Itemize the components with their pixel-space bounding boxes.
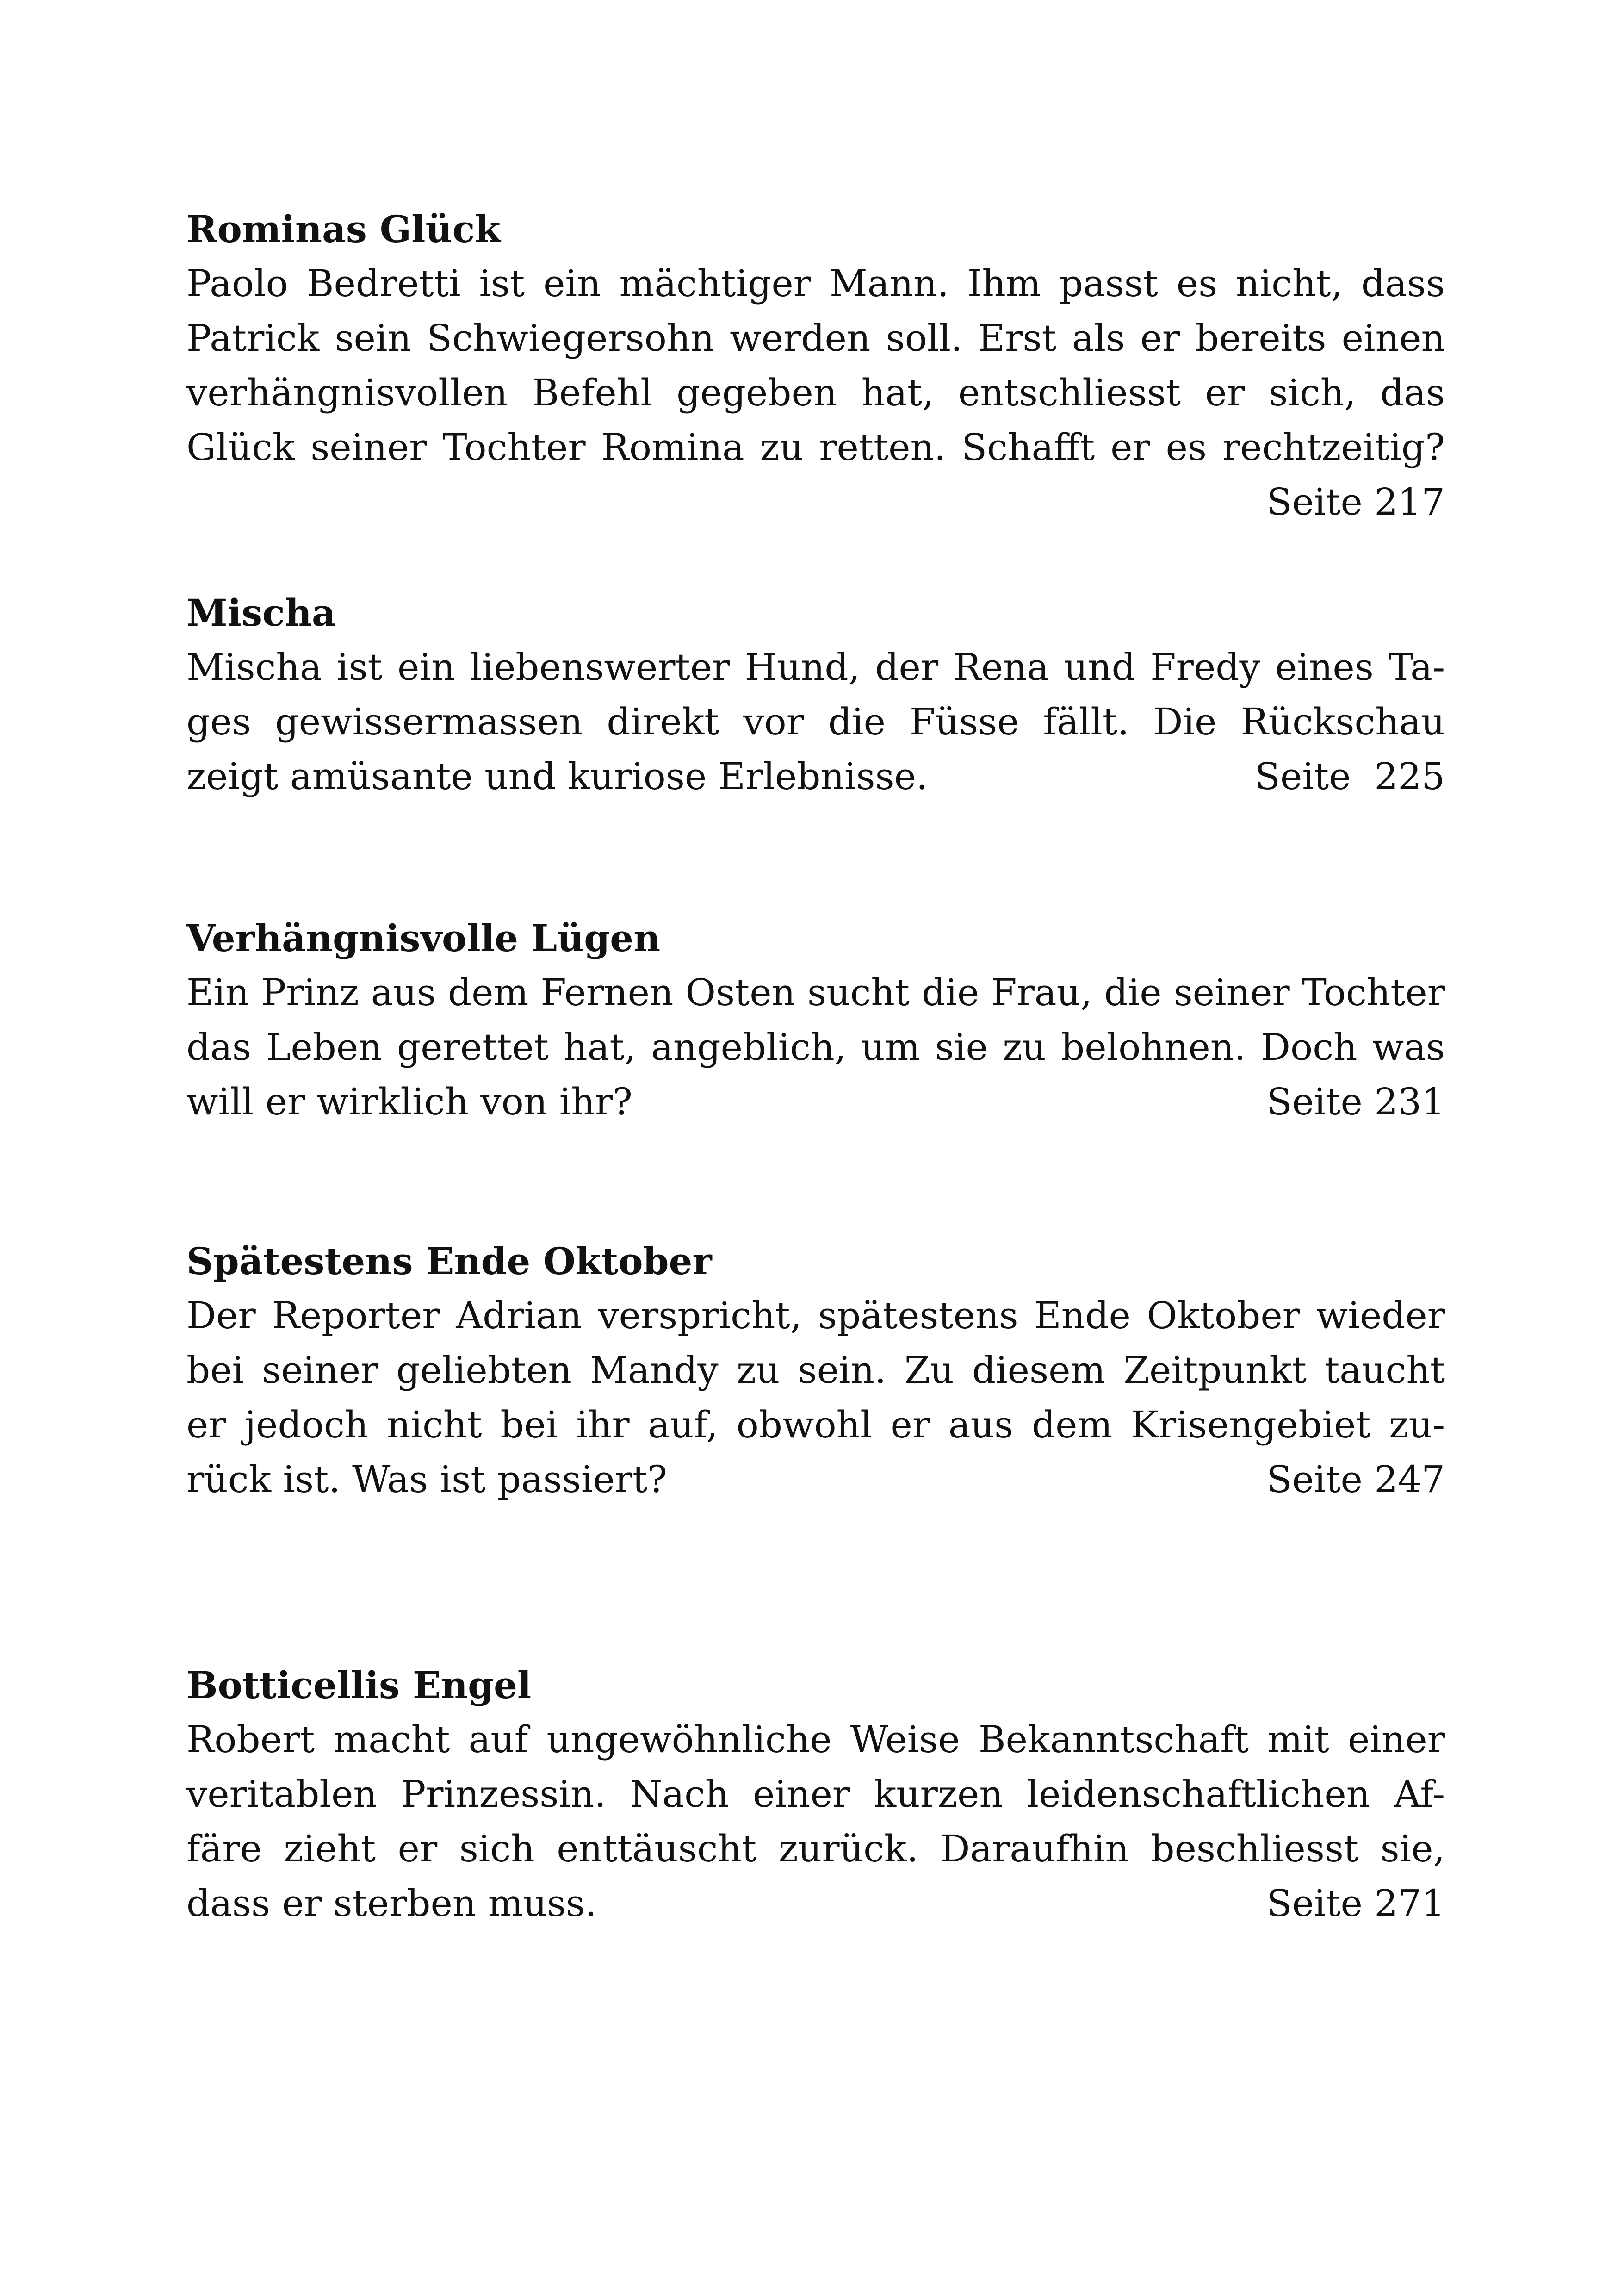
- entry-text-line: das Leben gerettet hat, angeblich, um sie zu belohnen. Doch was: [186, 1026, 1445, 1069]
- toc-entry: [186, 202, 1445, 529]
- entry-last-line: [186, 1075, 1445, 1129]
- entry-title: Rominas Glück: [186, 207, 501, 251]
- entry-last-line: [186, 1452, 1445, 1507]
- entry-last-line: [186, 1876, 1445, 1931]
- toc-entry: [186, 585, 1445, 804]
- entry-text-line: Der Reporter Adrian verspricht, spätestens Ende Oktober wieder: [186, 1294, 1445, 1337]
- entry-text-line: Mischa ist ein liebenswerter Hund, der Rena und Fredy eines Ta-: [186, 646, 1445, 689]
- entry-last-line: [186, 749, 1445, 804]
- entry-text-line: will er wirklich von ihr?: [186, 1080, 632, 1123]
- entry-title: Verhängnisvolle Lügen: [186, 916, 661, 960]
- entry-text-line: ges gewissermassen direkt vor die Füsse fällt. Die Rückschau: [186, 700, 1445, 743]
- entry-text-line: Robert macht auf ungewöhnliche Weise Bekanntschaft mit einer: [186, 1718, 1445, 1761]
- toc-entry: [186, 911, 1445, 1129]
- entry-text-line: dass er sterben muss.: [186, 1882, 597, 1925]
- entry-title: Mischa: [186, 591, 336, 635]
- toc-entry: [186, 1658, 1445, 1931]
- entry-text-line: er jedoch nicht bei ihr auf, obwohl er aus dem Krisengebiet zu-: [186, 1403, 1445, 1446]
- toc-entry: [186, 1234, 1445, 1507]
- page-reference: Seite 225: [1255, 755, 1445, 798]
- page-reference: Seite 217: [1266, 480, 1445, 523]
- entry-text-line: Paolo Bedretti ist ein mächtiger Mann. Ihm passt es nicht, dass: [186, 262, 1445, 305]
- entry-title: Spätestens Ende Oktober: [186, 1239, 712, 1283]
- entry-text-line: veritablen Prinzessin. Nach einer kurzen leidenschaftlichen Af-: [186, 1773, 1445, 1816]
- page-reference: Seite 231: [1266, 1080, 1445, 1123]
- page-reference: Seite 247: [1266, 1458, 1445, 1501]
- entry-text-line: Ein Prinz aus dem Fernen Osten sucht die Frau, die seiner Tochter: [186, 971, 1445, 1014]
- entry-text-line: rück ist. Was ist passiert?: [186, 1458, 668, 1501]
- entry-text-line: färe zieht er sich enttäuscht zurück. Daraufhin beschliesst sie,: [186, 1827, 1445, 1870]
- entry-text-line: Glück seiner Tochter Romina zu retten. Schafft er es rechtzeitig?: [186, 426, 1445, 469]
- entry-last-line: [186, 475, 1445, 529]
- entry-text-line: bei seiner geliebten Mandy zu sein. Zu diesem Zeitpunkt taucht: [186, 1349, 1445, 1392]
- entry-text-line: verhängnisvollen Befehl gegeben hat, entschliesst er sich, das: [186, 371, 1445, 414]
- page-reference: Seite 271: [1266, 1882, 1445, 1925]
- entry-title: Botticellis Engel: [186, 1663, 532, 1707]
- entry-text-line: zeigt amüsante und kuriose Erlebnisse.: [186, 755, 928, 798]
- entry-text-line: Patrick sein Schwiegersohn werden soll. Erst als er bereits einen: [186, 317, 1445, 360]
